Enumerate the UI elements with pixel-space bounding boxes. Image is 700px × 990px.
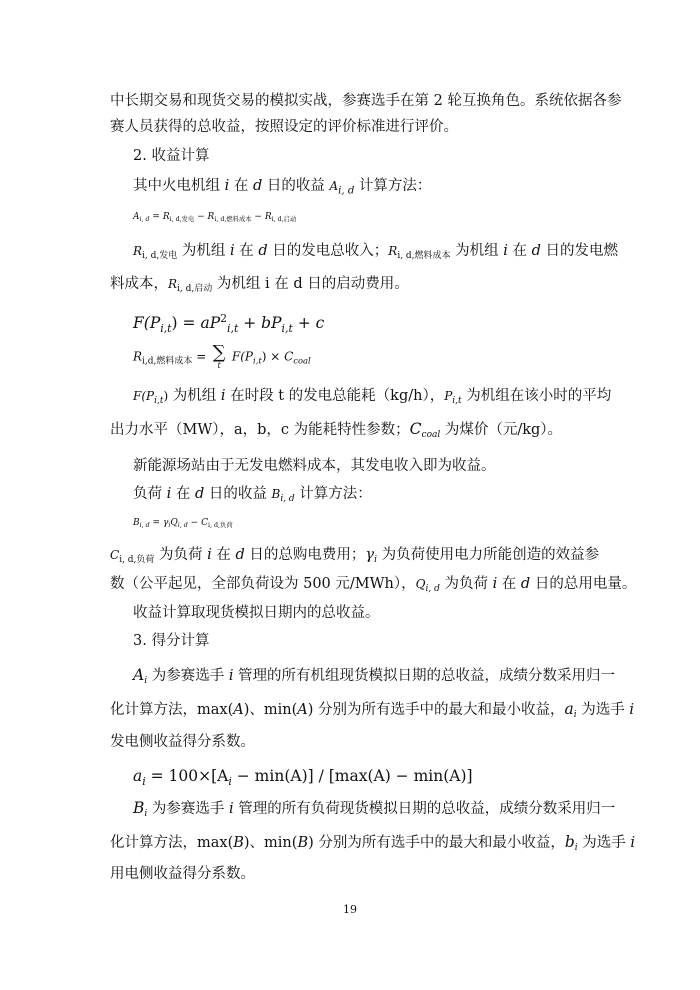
def2-line2: 出力水平（MW），a，b，c 为能耗特性参数；$C_{coal}$ 为煤价（元/kg）。: [110, 420, 563, 441]
load-intro: 负荷 i 在 d 日的收益 $B_{i, d}$ 计算方法：: [133, 486, 372, 505]
newenergy-text: 新能源场站由于无发电燃料成本，其发电收入即为收益。: [133, 458, 496, 474]
formula-R: $R_{i,d,燃料成本}$ = ∑ t $F(P_{i,t}) \times C_{coal}$: [133, 342, 311, 370]
section3-heading: 3. 得分计算: [133, 633, 210, 649]
def3-line2: 数（公平起见，全部负荷设为 500 元/MWh），$Q_{i, d}$ 为负荷 i 在 d 日的总用电量。: [110, 576, 637, 595]
score-p1-line1: $A_i$ 为参赛选手 i 管理的所有机组现货模拟日期的总收益，成绩分数采用归一: [133, 666, 616, 687]
score-p1-line2: 化计算方法，max(A)、min(A) 分别为所有选手中的最大和最小收益，$a_i$ 为选手 i: [110, 700, 635, 721]
formula-B: $B_{i, d} = \gamma_iQ_{i, d} - C_{i, d,负荷}$: [133, 518, 233, 530]
formula-a: $a_i = 100\times[A_i - \min(A)] / [\max(A) - \min(A)]$: [133, 767, 473, 788]
def2-line1: $F(P_{i,t})$ 为机组 i 在时段 t 的发电总能耗（kg/h），$P_{i,t}$ 为机组在该小时的平均: [133, 388, 612, 407]
score-p2-line3: 用电侧收益得分系数。: [110, 866, 255, 882]
para1-line1: 中长期交易和现货交易的模拟实战，参赛选手在第 2 轮互换角色。系统依据各参: [110, 93, 622, 109]
page-number: 19: [343, 903, 357, 916]
summation: ∑ t: [212, 342, 226, 370]
def3-line1: $C_{i, d,负荷}$ 为负荷 i 在 d 日的总购电费用；$\gamma_i$ 为负荷使用电力所能创造的效益参: [110, 547, 600, 566]
def1-line1: $R_{i, d,发电}$ 为机组 i 在 d 日的发电总收入；$R_{i, d,燃料成本}$ 为机组 i 在 d 日的发电燃: [133, 243, 619, 262]
formula-F: $F(P_{i,t}) = aP^2_{i,t} + bP_{i,t} + c$: [133, 312, 325, 335]
def1-line2: 料成本，$R_{i, d,启动}$ 为机组 i 在 d 日的启动费用。: [110, 276, 409, 295]
section2-heading: 2. 收益计算: [133, 148, 210, 164]
score-p2-line1: $B_i$ 为参赛选手 i 管理的所有负荷现货模拟日期的总收益，成绩分数采用归一: [133, 799, 616, 820]
score-p1-line3: 发电侧收益得分系数。: [110, 734, 255, 750]
thermal-intro: 其中火电机组 i 在 d 日的收益 $A_{i, d}$ 计算方法：: [133, 178, 432, 197]
score-p2-line2: 化计算方法，max(B)、min(B) 分别为所有选手中的最大和最小收益，$b_i$ 为选手 i: [110, 833, 636, 854]
summary-text: 收益计算取现货模拟日期内的总收益。: [133, 605, 380, 621]
formula-A: $A_{i, d} = R_{i, d,发电} - R_{i, d,燃料成本} - R_{i, d,启动}$: [133, 212, 297, 224]
para1-line2: 赛人员获得的总收益，按照设定的评价标准进行评价。: [110, 119, 458, 135]
